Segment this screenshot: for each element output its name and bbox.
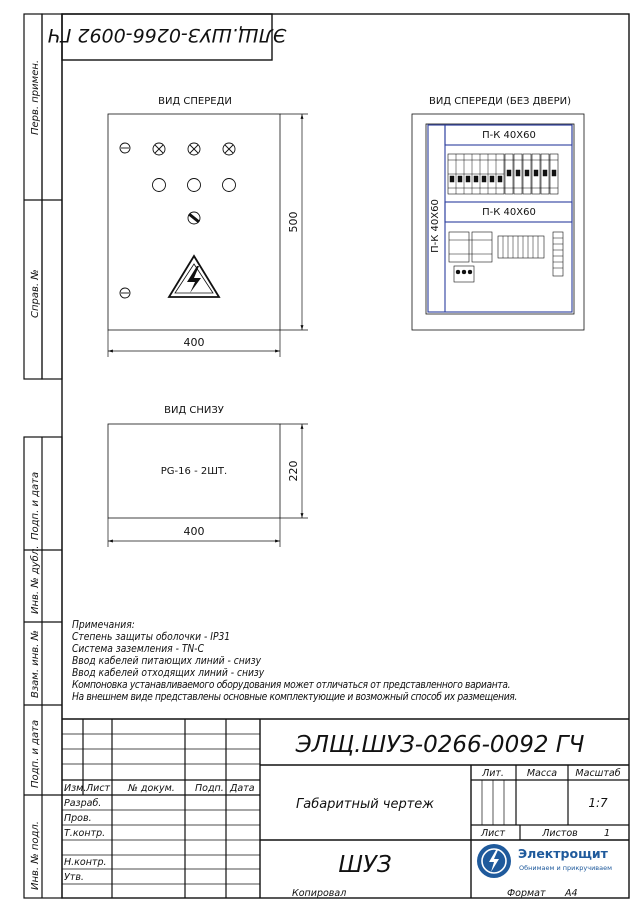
- hdr-data: Дата: [230, 783, 255, 794]
- logo-name: Электрощит: [518, 846, 608, 861]
- role-utv: Утв.: [64, 872, 84, 883]
- format-value: А4: [565, 888, 578, 899]
- note-4: Ввод кабелей отходящих линий - снизу: [72, 668, 265, 679]
- inner-mounting-plate: [426, 124, 574, 314]
- note-3: Ввод кабелей питающих линий - снизу: [72, 656, 262, 667]
- note-6: На внешнем виде представлены основные комплектующие и возможный способ их размещения.: [72, 692, 518, 703]
- bottom-width-label: 400: [183, 525, 205, 538]
- sheets-label: Листов: [542, 828, 578, 839]
- hdr-ndok: № докум.: [128, 783, 175, 794]
- front-view-title: ВИД СПЕРЕДИ: [158, 96, 232, 107]
- front-door-elements: [120, 143, 236, 298]
- logo-icon: [477, 844, 511, 878]
- hdr-list: Лист: [86, 783, 111, 794]
- side-label-inv-dubl: Инв. № дубл.: [30, 545, 41, 614]
- note-5: Компоновка устанавливаемого оборудования может отличаться от представленного варианта.: [72, 680, 511, 691]
- role-nkontr: Н.контр.: [64, 857, 107, 868]
- copied-label: Копировал: [292, 888, 347, 899]
- cable-ducts: [428, 125, 572, 312]
- note-2: Система заземления - TN-C: [72, 644, 204, 655]
- duct-top-label: П-К 40Х60: [482, 130, 536, 141]
- front-height-label: 500: [287, 211, 300, 233]
- note-0: Примечания:: [72, 620, 135, 631]
- front-dimensions: [108, 114, 308, 357]
- duct-mid-label: П-К 40Х60: [482, 207, 536, 218]
- mass-label: Масса: [526, 768, 558, 779]
- hdr-podp: Подп.: [195, 783, 224, 794]
- bottom-dimensions: [108, 424, 308, 547]
- bottom-view-title: ВИД СНИЗУ: [164, 405, 224, 416]
- role-tkontr: Т.контр.: [64, 828, 106, 839]
- side-label-sprav: Справ. №: [30, 269, 41, 318]
- side-label-inv-podl: Инв. № подл.: [30, 821, 41, 890]
- bottom-depth-label: 220: [287, 460, 300, 482]
- format-label: Формат: [507, 888, 546, 899]
- product-name: ШУЗ: [338, 852, 392, 878]
- duct-side-label: П-К 40Х60: [430, 199, 441, 253]
- role-prov: Пров.: [64, 813, 92, 824]
- side-label-podp1: Подп. и дата: [30, 471, 41, 540]
- front-width-label: 400: [183, 336, 205, 349]
- gland-label: PG-16 - 2ШТ.: [160, 466, 228, 477]
- note-1: Степень защиты оболочки - IP31: [72, 632, 231, 643]
- lit-label: Лит.: [482, 768, 504, 779]
- code-stamp-text: ЭЛЩ.ШУЗ-0266-0092 ГЧ: [47, 24, 287, 46]
- role-razrab: Разраб.: [64, 798, 102, 809]
- sheet-label: Лист: [480, 828, 506, 839]
- sheets-value: 1: [603, 828, 611, 839]
- scale-label: Масштаб: [575, 768, 621, 779]
- title-doc-code: ЭЛЩ.ШУЗ-0266-0092 ГЧ: [295, 732, 585, 758]
- logo-slogan: Обнимаем и прикручиваем: [519, 864, 613, 872]
- drawing-name: Габаритный чертеж: [295, 797, 435, 812]
- scale-value: 1:7: [588, 796, 608, 810]
- side-label-podp2: Подп. и дата: [30, 719, 41, 788]
- inner-view-title: ВИД СПЕРЕДИ (БЕЗ ДВЕРИ): [428, 96, 572, 107]
- side-label-perv: Перв. примен.: [30, 59, 41, 135]
- hdr-izm: Изм.: [64, 783, 87, 794]
- side-label-vzam: Взам. инв. №: [30, 630, 41, 698]
- din-rail-bottom-devices: [449, 232, 563, 282]
